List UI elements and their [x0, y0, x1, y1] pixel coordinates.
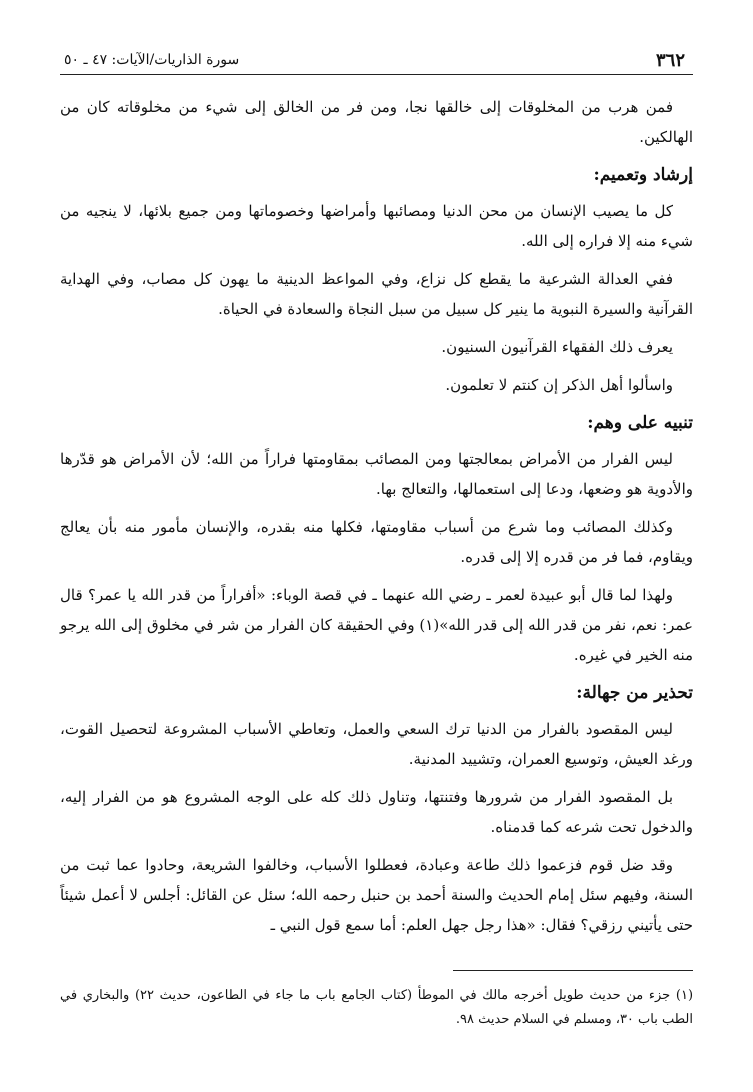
paragraph: يعرف ذلك الفقهاء القرآنيون السنيون. [441, 338, 673, 356]
paragraph: وقد ضل قوم فزعموا ذلك طاعة وعبادة، فعطلوا الأسباب، وخالفوا الشريعة، وحادوا عما ثبت من السنة، وفيهم سئل إمام الحديث والسنة أحمد بن حنبل رحمه الله؛ سئل عن القائل: أجلس لا أعمل شيئاً حتى يأتيني رزقي؟ فقال: «هذا رجل جهل العلم: أما سمع قول النبي ـ [60, 856, 693, 934]
paragraph: ولهذا لما قال أبو عبيدة لعمر ـ رضي الله عنهما ـ في قصة الوباء: «أفراراً من قدر الله يا عمر؟ قال عمر: نعم، نفر من قدر الله إلى قدر الله»(١) وفي الحقيقة كان الفرار من شر في مخلوق إلى الله يرجو منه الخير في غيره. [60, 586, 693, 664]
section-heading: تحذير من جهالة: [576, 683, 693, 703]
paragraph: فمن هرب من المخلوقات إلى خالقها نجا، ومن فر من الخالق إلى شيء من مخلوقاته كان من الهالكين. [60, 98, 693, 146]
section-heading: تنبيه على وهم: [587, 413, 693, 433]
page-body [60, 92, 693, 948]
page-number: ٣٦٢ [655, 50, 685, 71]
footnote: (١) جزء من حديث طويل أخرجه مالك في الموطأ (كتاب الجامع باب ما جاء في الطاعون، حديث ٢٢) والبخاري في الطب باب ٣٠، ومسلم في السلام حديث ٩٨. [60, 988, 694, 1027]
paragraph: بل المقصود الفرار من شرورها وفتنتها، وتناول ذلك كله على الوجه المشروع هو من الفرار إليه، والدخول تحت شرعه كما قدمناه. [60, 788, 693, 836]
footnotes [60, 984, 693, 1032]
paragraph: كل ما يصيب الإنسان من محن الدنيا ومصائبها وأمراضها وخصوماتها ومن جميع بلائها، لا ينجيه من شيء منه إلا فراره إلى الله. [60, 202, 693, 250]
page-header [60, 40, 693, 75]
running-title: سورة الذاريات/الآيات: ٤٧ ـ ٥٠ [64, 52, 240, 68]
paragraph: ليس الفرار من الأمراض بمعالجتها ومن المصائب بمقاومتها فراراً من الله؛ لأن الأمراض هو قدّرها والأدوية هو وضعها، ودعا إلى استعمالها، والتعالج بها. [60, 450, 693, 498]
paragraph: ليس المقصود بالفرار من الدنيا ترك السعي والعمل، وتعاطي الأسباب المشروعة لتحصيل القوت، ورغد العيش، وتوسيع العمران، وتشييد المدنية. [60, 720, 693, 768]
section-heading: إرشاد وتعميم: [593, 165, 693, 185]
paragraph: وكذلك المصائب وما شرع من أسباب مقاومتها، فكلها منه بقدره، والإنسان مأمور منه بأن يعالج ويقاوم، فما فر من قدره إلا إلى قدره. [60, 518, 693, 566]
paragraph: واسألوا أهل الذكر إن كنتم لا تعلمون. [445, 376, 673, 394]
footnote-divider [453, 970, 693, 971]
paragraph: ففي العدالة الشرعية ما يقطع كل نزاع، وفي المواعظ الدينية ما يهون كل مصاب، وفي الهداية القرآنية والسيرة النبوية ما ينير كل سبيل من سبل النجاة والسعادة في الحياة. [60, 270, 693, 318]
